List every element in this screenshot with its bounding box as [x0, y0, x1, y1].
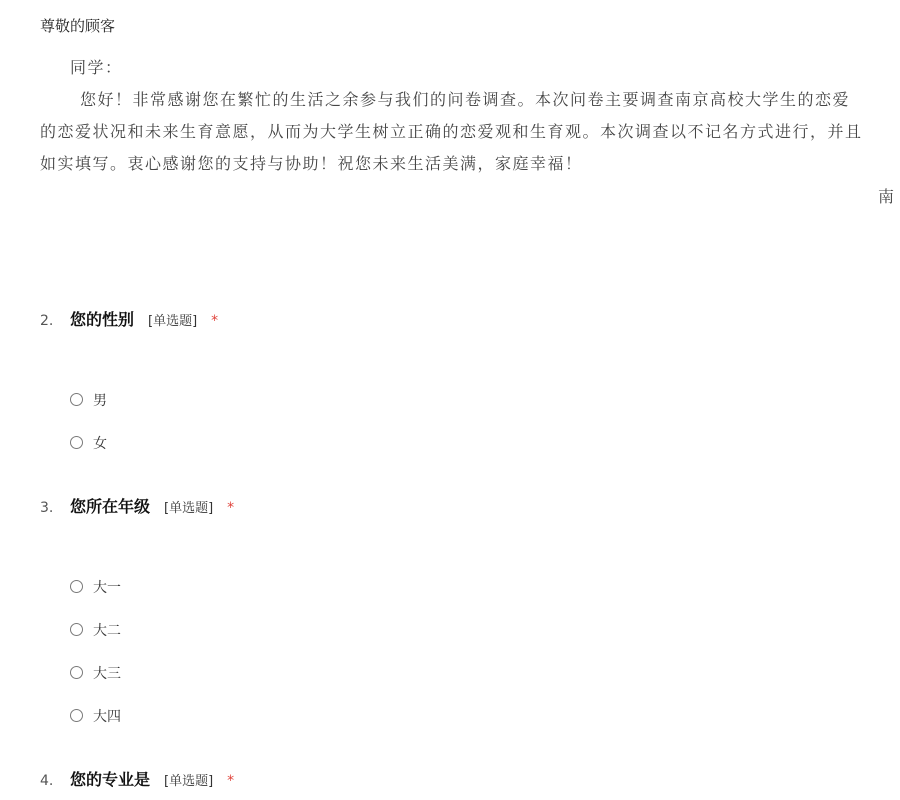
question-title: 您所在年级 — [70, 497, 151, 516]
option-label: 大三 — [93, 665, 121, 682]
question-type-label: [单选题] — [164, 774, 214, 789]
radio-button[interactable] — [70, 436, 83, 449]
intro-signature: 南 — [878, 187, 896, 206]
question-gender — [40, 307, 880, 464]
required-marker: * — [211, 313, 219, 329]
question-header — [40, 767, 880, 790]
option-list — [40, 565, 880, 737]
intro-salutation: 同学： — [70, 58, 123, 77]
option-label: 大四 — [93, 708, 121, 725]
option-male[interactable] — [70, 378, 880, 421]
question-header — [40, 307, 880, 330]
greeting-text: 尊敬的顾客 — [40, 17, 116, 35]
intro-line-3: 如实填写。衷心感谢您的支持与协助！祝您未来生活美满，家庭幸福！ — [40, 154, 583, 173]
radio-button[interactable] — [70, 393, 83, 406]
question-number: 2. — [40, 313, 54, 329]
radio-button[interactable] — [70, 709, 83, 722]
required-marker: * — [227, 773, 235, 789]
option-label: 大二 — [93, 622, 121, 639]
option-label: 大一 — [93, 579, 121, 596]
required-marker: * — [227, 500, 235, 516]
question-grade — [40, 494, 880, 737]
option-female[interactable] — [70, 421, 880, 464]
option-senior[interactable] — [70, 694, 880, 737]
question-type-label: [单选题] — [164, 501, 214, 516]
option-sophomore[interactable] — [70, 608, 880, 651]
question-header — [40, 494, 880, 517]
option-label: 男 — [93, 392, 107, 409]
radio-button[interactable] — [70, 623, 83, 636]
question-major — [40, 767, 880, 790]
intro-line-2: 的恋爱状况和未来生育意愿，从而为大学生树立正确的恋爱观和生育观。本次调查以不记名方式进行，并且 — [40, 122, 863, 141]
option-freshman[interactable] — [70, 565, 880, 608]
radio-button[interactable] — [70, 580, 83, 593]
question-title: 您的专业是 — [70, 770, 151, 789]
option-junior[interactable] — [70, 651, 880, 694]
radio-button[interactable] — [70, 666, 83, 679]
question-number: 3. — [40, 500, 54, 516]
question-title: 您的性别 — [70, 310, 135, 329]
option-list — [40, 378, 880, 464]
option-label: 女 — [93, 435, 107, 452]
question-number: 4. — [40, 773, 54, 789]
intro-line-1: 您好！非常感谢您在繁忙的生活之余参与我们的问卷调查。本次问卷主要调查南京高校大学生的恋爱 — [80, 90, 851, 109]
question-type-label: [单选题] — [148, 314, 198, 329]
survey-intro — [40, 52, 900, 206]
